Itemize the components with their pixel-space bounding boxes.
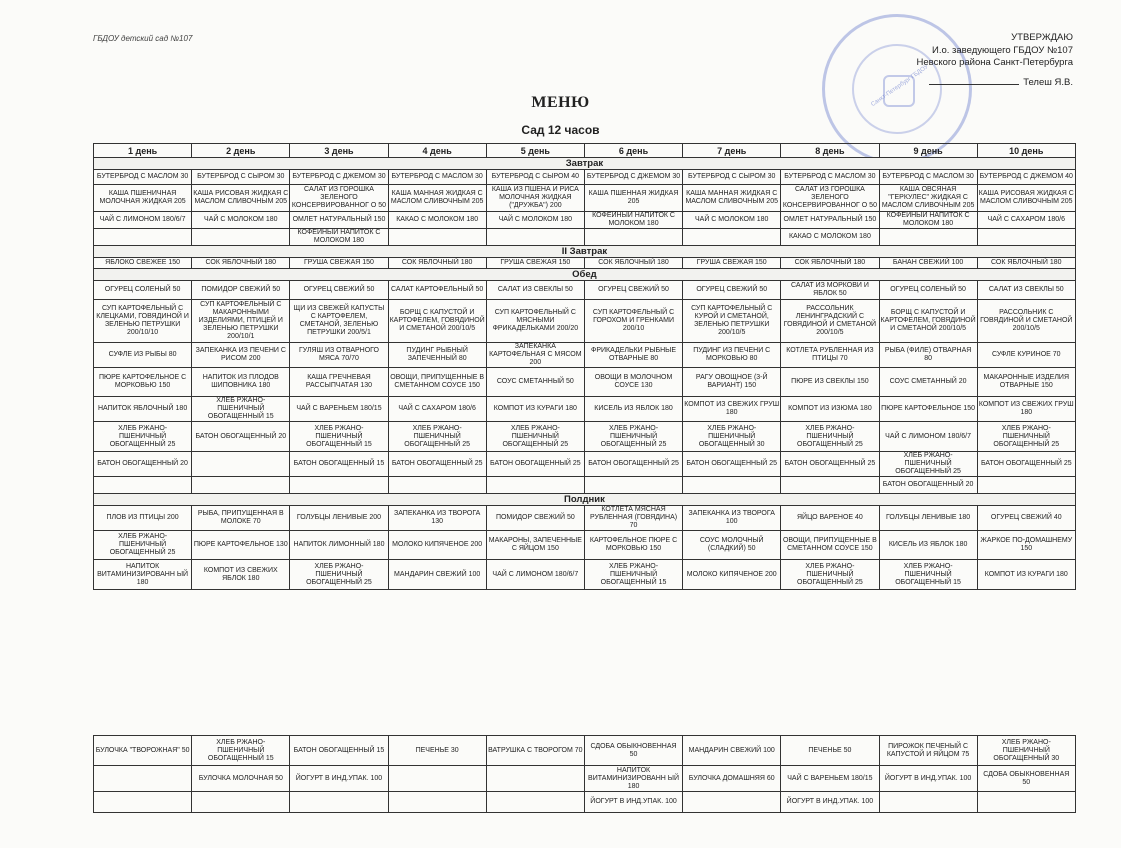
menu-item: СОК ЯБЛОЧНЫЙ 180 bbox=[584, 258, 682, 269]
extra-item: ХЛЕБ РЖАНО-ПШЕНИЧНЫЙ ОБОГАЩЕННЫЙ 15 bbox=[192, 736, 290, 766]
menu-item: НАПИТОК ВИТАМИНИЗИРОВАНН ЫЙ 180 bbox=[94, 560, 192, 590]
menu-item: САЛАТ ИЗ МОРКОВИ И ЯБЛОК 50 bbox=[781, 281, 879, 300]
menu-row bbox=[94, 506, 1076, 531]
menu-item: ОГУРЕЦ СВЕЖИЙ 40 bbox=[977, 506, 1075, 531]
menu-row bbox=[94, 212, 1076, 229]
menu-item: ХЛЕБ РЖАНО-ПШЕНИЧНЫЙ ОБОГАЩЕННЫЙ 25 bbox=[290, 560, 388, 590]
menu-item: ПОМИДОР СВЕЖИЙ 50 bbox=[486, 506, 584, 531]
menu-item: ОГУРЕЦ СВЕЖИЙ 50 bbox=[683, 281, 781, 300]
menu-item bbox=[879, 229, 977, 246]
menu-item: КОМПОТ ИЗ КУРАГИ 180 bbox=[486, 397, 584, 422]
extra-item bbox=[683, 792, 781, 813]
menu-item: ХЛЕБ РЖАНО-ПШЕНИЧНЫЙ ОБОГАЩЕННЫЙ 15 bbox=[192, 397, 290, 422]
extra-item bbox=[486, 766, 584, 792]
extra-item: БУЛОЧКА ДОМАШНЯЯ 60 bbox=[683, 766, 781, 792]
menu-item bbox=[388, 229, 486, 246]
menu-item: ГРУША СВЕЖАЯ 150 bbox=[290, 258, 388, 269]
extra-item bbox=[290, 792, 388, 813]
extra-menu-table bbox=[93, 735, 1076, 813]
menu-item: БАТОН ОБОГАЩЕННЫЙ 25 bbox=[388, 452, 486, 477]
day-header-5: 5 день bbox=[486, 144, 584, 158]
menu-item: НАПИТОК ЯБЛОЧНЫЙ 180 bbox=[94, 397, 192, 422]
menu-item: ГОЛУБЦЫ ЛЕНИВЫЕ 180 bbox=[879, 506, 977, 531]
menu-item bbox=[486, 477, 584, 494]
menu-item: КАРТОФЕЛЬНОЕ ПЮРЕ С МОРКОВЬЮ 150 bbox=[584, 531, 682, 560]
menu-item: БАТОН ОБОГАЩЕННЫЙ 20 bbox=[192, 422, 290, 452]
day-header-row bbox=[94, 144, 1076, 158]
menu-item: ЗАПЕКАНКА ИЗ ПЕЧЕНИ С РИСОМ 200 bbox=[192, 343, 290, 368]
extra-row bbox=[94, 766, 1076, 792]
menu-item: БУТЕРБРОД С СЫРОМ 40 bbox=[486, 170, 584, 185]
approval-signer: Телеш Я.В. bbox=[1023, 76, 1073, 88]
approval-block bbox=[917, 32, 1073, 89]
menu-item: ЧАЙ С ЛИМОНОМ 180/6/7 bbox=[94, 212, 192, 229]
approval-district: Невского района Санкт-Петербурга bbox=[916, 57, 1073, 69]
section-title: Обед bbox=[94, 269, 1076, 281]
extra-item: ЙОГУРТ В ИНД.УПАК. 100 bbox=[290, 766, 388, 792]
extra-item: ЧАЙ С ВАРЕНЬЕМ 180/15 bbox=[781, 766, 879, 792]
menu-item: СОК ЯБЛОЧНЫЙ 180 bbox=[781, 258, 879, 269]
menu-item: БУТЕРБРОД С МАСЛОМ 30 bbox=[388, 170, 486, 185]
menu-item: МОЛОКО КИПЯЧЕНОЕ 200 bbox=[683, 560, 781, 590]
menu-item: ПЛОВ ИЗ ПТИЦЫ 200 bbox=[94, 506, 192, 531]
menu-item bbox=[192, 477, 290, 494]
menu-item bbox=[683, 477, 781, 494]
menu-item: ОМЛЕТ НАТУРАЛЬНЫЙ 150 bbox=[290, 212, 388, 229]
menu-item: ХЛЕБ РЖАНО-ПШЕНИЧНЫЙ ОБОГАЩЕННЫЙ 30 bbox=[683, 422, 781, 452]
menu-item: БУТЕРБРОД С ДЖЕМОМ 30 bbox=[290, 170, 388, 185]
organization-label: ГБДОУ детский сад №107 bbox=[93, 34, 193, 43]
menu-item bbox=[584, 229, 682, 246]
menu-item: БУТЕРБРОД С ДЖЕМОМ 40 bbox=[977, 170, 1075, 185]
day-header-3: 3 день bbox=[290, 144, 388, 158]
section-title: II Завтрак bbox=[94, 246, 1076, 258]
extra-item bbox=[977, 792, 1075, 813]
menu-item: БАТОН ОБОГАЩЕННЫЙ 25 bbox=[584, 452, 682, 477]
menu-item: НАПИТОК ИЗ ПЛОДОВ ШИПОВНИКА 180 bbox=[192, 368, 290, 397]
menu-item bbox=[192, 452, 290, 477]
section-row bbox=[94, 494, 1076, 506]
menu-row bbox=[94, 258, 1076, 269]
section-title: Завтрак bbox=[94, 158, 1076, 170]
menu-item: САЛАТ ИЗ СВЕКЛЫ 50 bbox=[977, 281, 1075, 300]
extra-item bbox=[388, 792, 486, 813]
approval-title: УТВЕРЖДАЮ bbox=[1011, 32, 1073, 43]
extra-item: ПЕЧЕНЬЕ 50 bbox=[781, 736, 879, 766]
menu-item: ХЛЕБ РЖАНО-ПШЕНИЧНЫЙ ОБОГАЩЕННЫЙ 25 bbox=[486, 422, 584, 452]
menu-item: ХЛЕБ РЖАНО-ПШЕНИЧНЫЙ ОБОГАЩЕННЫЙ 15 bbox=[584, 560, 682, 590]
menu-item: СОУС МОЛОЧНЫЙ (СЛАДКИЙ) 50 bbox=[683, 531, 781, 560]
menu-row bbox=[94, 170, 1076, 185]
menu-item: РЫБА (ФИЛЕ) ОТВАРНАЯ 80 bbox=[879, 343, 977, 368]
menu-item: КОТЛЕТА РУБЛЕННАЯ ИЗ ПТИЦЫ 70 bbox=[781, 343, 879, 368]
menu-item bbox=[977, 477, 1075, 494]
day-header-1: 1 день bbox=[94, 144, 192, 158]
menu-item: БУТЕРБРОД С СЫРОМ 30 bbox=[192, 170, 290, 185]
menu-item: ГРУША СВЕЖАЯ 150 bbox=[486, 258, 584, 269]
menu-item: КОТЛЕТА МЯСНАЯ РУБЛЕННАЯ (ГОВЯДИНА) 70 bbox=[584, 506, 682, 531]
menu-item: БУТЕРБРОД С МАСЛОМ 30 bbox=[781, 170, 879, 185]
menu-item: ОГУРЕЦ СОЛЕНЫЙ 50 bbox=[94, 281, 192, 300]
menu-item: КАКАО С МОЛОКОМ 180 bbox=[388, 212, 486, 229]
menu-row bbox=[94, 185, 1076, 212]
extra-item: ПЕЧЕНЬЕ 30 bbox=[388, 736, 486, 766]
menu-item: САЛАТ ИЗ СВЕКЛЫ 50 bbox=[486, 281, 584, 300]
menu-item: БАТОН ОБОГАЩЕННЫЙ 20 bbox=[879, 477, 977, 494]
menu-item: СУП КАРТОФЕЛЬНЫЙ С МАКАРОННЫМИ ИЗДЕЛИЯМИ, ПТИЦЕЙ И ЗЕЛЕНЬЮ ПЕТРУШКИ 200/10/1 bbox=[192, 300, 290, 343]
approval-position: И.о. заведующего ГБДОУ №107 bbox=[932, 44, 1073, 56]
menu-item bbox=[781, 477, 879, 494]
menu-row bbox=[94, 343, 1076, 368]
menu-item: СОК ЯБЛОЧНЫЙ 180 bbox=[977, 258, 1075, 269]
signature-line bbox=[929, 76, 1019, 85]
menu-item: ПУДИНГ РЫБНЫЙ ЗАПЕЧЕННЫЙ 80 bbox=[388, 343, 486, 368]
menu-item: КАША РИСОВАЯ ЖИДКАЯ С МАСЛОМ СЛИВОЧНЫМ 205 bbox=[977, 185, 1075, 212]
extra-item: ПИРОЖОК ПЕЧЕНЫЙ С КАПУСТОЙ И ЯЙЦОМ 75 bbox=[879, 736, 977, 766]
section-row bbox=[94, 158, 1076, 170]
menu-row bbox=[94, 452, 1076, 477]
stamp-text: Санкт-Петербург ГБДОУ bbox=[870, 63, 930, 109]
page-subtitle: Сад 12 часов bbox=[521, 123, 600, 137]
menu-item: ЧАЙ С ЛИМОНОМ 180/6/7 bbox=[879, 422, 977, 452]
menu-item: СОК ЯБЛОЧНЫЙ 180 bbox=[192, 258, 290, 269]
day-header-8: 8 день bbox=[781, 144, 879, 158]
menu-item: КАКАО С МОЛОКОМ 180 bbox=[781, 229, 879, 246]
menu-item: ОВОЩИ, ПРИПУЩЕННЫЕ В СМЕТАННОМ СОУСЕ 150 bbox=[388, 368, 486, 397]
menu-row bbox=[94, 477, 1076, 494]
extra-item bbox=[94, 792, 192, 813]
menu-item: КОФЕЙНЫЙ НАПИТОК С МОЛОКОМ 180 bbox=[879, 212, 977, 229]
section-row bbox=[94, 246, 1076, 258]
menu-item bbox=[388, 477, 486, 494]
menu-item: БАТОН ОБОГАЩЕННЫЙ 25 bbox=[977, 452, 1075, 477]
menu-item: БУТЕРБРОД С МАСЛОМ 30 bbox=[879, 170, 977, 185]
menu-item: САЛАТ КАРТОФЕЛЬНЫЙ 50 bbox=[388, 281, 486, 300]
menu-row bbox=[94, 531, 1076, 560]
extra-item: ЙОГУРТ В ИНД.УПАК. 100 bbox=[584, 792, 682, 813]
menu-item: ОГУРЕЦ СВЕЖИЙ 50 bbox=[290, 281, 388, 300]
menu-item: ОГУРЕЦ СВЕЖИЙ 50 bbox=[584, 281, 682, 300]
menu-item bbox=[94, 477, 192, 494]
menu-item: ЗАПЕКАНКА ИЗ ТВОРОГА 130 bbox=[388, 506, 486, 531]
menu-item: ПЮРЕ КАРТОФЕЛЬНОЕ 150 bbox=[879, 397, 977, 422]
menu-item: ПЮРЕ ИЗ СВЕКЛЫ 150 bbox=[781, 368, 879, 397]
menu-item: СУП КАРТОФЕЛЬНЫЙ С МЯСНЫМИ ФРИКАДЕЛЬКАМИ 200/20 bbox=[486, 300, 584, 343]
extra-row bbox=[94, 736, 1076, 766]
menu-item bbox=[977, 229, 1075, 246]
menu-item: КАША РИСОВАЯ ЖИДКАЯ С МАСЛОМ СЛИВОЧНЫМ 205 bbox=[192, 185, 290, 212]
menu-item: КАША МАННАЯ ЖИДКАЯ С МАСЛОМ СЛИВОЧНЫМ 205 bbox=[683, 185, 781, 212]
menu-item: САЛАТ ИЗ ГОРОШКА ЗЕЛЕНОГО КОНСЕРВИРОВАННОГ О 50 bbox=[290, 185, 388, 212]
day-header-10: 10 день bbox=[977, 144, 1075, 158]
extra-item: ЙОГУРТ В ИНД.УПАК. 100 bbox=[879, 766, 977, 792]
menu-item: ХЛЕБ РЖАНО-ПШЕНИЧНЫЙ ОБОГАЩЕННЫЙ 25 bbox=[584, 422, 682, 452]
day-header-9: 9 день bbox=[879, 144, 977, 158]
menu-item: КАША ГРЕЧНЕВАЯ РАССЫПЧАТАЯ 130 bbox=[290, 368, 388, 397]
menu-item: СУФЛЕ КУРИНОЕ 70 bbox=[977, 343, 1075, 368]
menu-item: ЗАПЕКАНКА ИЗ ТВОРОГА 100 bbox=[683, 506, 781, 531]
menu-row bbox=[94, 560, 1076, 590]
menu-item: СУП КАРТОФЕЛЬНЫЙ С ГОРОХОМ И ГРЕНКАМИ 200/10 bbox=[584, 300, 682, 343]
menu-item: КОМПОТ ИЗ СВЕЖИХ ЯБЛОК 180 bbox=[192, 560, 290, 590]
extra-item bbox=[192, 792, 290, 813]
menu-item: ЯБЛОКО СВЕЖЕЕ 150 bbox=[94, 258, 192, 269]
menu-item: МАКАРОНЫ, ЗАПЕЧЕННЫЕ С ЯЙЦОМ 150 bbox=[486, 531, 584, 560]
menu-item: КАША ПШЕННАЯ ЖИДКАЯ 205 bbox=[584, 185, 682, 212]
day-header-4: 4 день bbox=[388, 144, 486, 158]
menu-item: ЧАЙ С ВАРЕНЬЕМ 180/15 bbox=[290, 397, 388, 422]
extra-item bbox=[388, 766, 486, 792]
day-header-7: 7 день bbox=[683, 144, 781, 158]
menu-item: КОМПОТ ИЗ СВЕЖИХ ГРУШ 180 bbox=[683, 397, 781, 422]
menu-item bbox=[290, 477, 388, 494]
menu-item: КАША ОВСЯНАЯ "ГЕРКУЛЕС" ЖИДКАЯ С МАСЛОМ СЛИВОЧНЫМ 205 bbox=[879, 185, 977, 212]
extra-item bbox=[486, 792, 584, 813]
menu-item: СУП КАРТОФЕЛЬНЫЙ С КУРОЙ И СМЕТАНОЙ, ЗЕЛЕНЬЮ ПЕТРУШКИ 200/10/5 bbox=[683, 300, 781, 343]
menu-item bbox=[584, 477, 682, 494]
menu-item: БАТОН ОБОГАЩЕННЫЙ 25 bbox=[486, 452, 584, 477]
menu-item: ЧАЙ С МОЛОКОМ 180 bbox=[486, 212, 584, 229]
menu-item bbox=[192, 229, 290, 246]
extra-item: ВАТРУШКА С ТВОРОГОМ 70 bbox=[486, 736, 584, 766]
extra-item bbox=[879, 792, 977, 813]
menu-item: КАША МАННАЯ ЖИДКАЯ С МАСЛОМ СЛИВОЧНЫМ 205 bbox=[388, 185, 486, 212]
menu-row bbox=[94, 368, 1076, 397]
menu-item: ХЛЕБ РЖАНО-ПШЕНИЧНЫЙ ОБОГАЩЕННЫЙ 25 bbox=[781, 560, 879, 590]
menu-item: ОМЛЕТ НАТУРАЛЬНЫЙ 150 bbox=[781, 212, 879, 229]
menu-item: КОФЕЙНЫЙ НАПИТОК С МОЛОКОМ 180 bbox=[290, 229, 388, 246]
menu-item: ЧАЙ С САХАРОМ 180/6 bbox=[977, 212, 1075, 229]
menu-item: КАША ИЗ ПШЕНА И РИСА МОЛОЧНАЯ ЖИДКАЯ ("ДРУЖБА") 200 bbox=[486, 185, 584, 212]
extra-item: БУЛОЧКА "ТВОРОЖНАЯ" 50 bbox=[94, 736, 192, 766]
menu-item: БУТЕРБРОД С ДЖЕМОМ 30 bbox=[584, 170, 682, 185]
menu-item: ГУЛЯШ ИЗ ОТВАРНОГО МЯСА 70/70 bbox=[290, 343, 388, 368]
extra-item: ЙОГУРТ В ИНД.УПАК. 100 bbox=[781, 792, 879, 813]
menu-item: ОВОЩИ, ПРИПУЩЕННЫЕ В СМЕТАННОМ СОУСЕ 150 bbox=[781, 531, 879, 560]
menu-item: ОВОЩИ В МОЛОЧНОМ СОУСЕ 130 bbox=[584, 368, 682, 397]
menu-item: ПУДИНГ ИЗ ПЕЧЕНИ С МОРКОВЬЮ 80 bbox=[683, 343, 781, 368]
menu-row bbox=[94, 397, 1076, 422]
menu-item: КОМПОТ ИЗ СВЕЖИХ ГРУШ 180 bbox=[977, 397, 1075, 422]
menu-item: ЖАРКОЕ ПО-ДОМАШНЕМУ 150 bbox=[977, 531, 1075, 560]
menu-item: БОРЩ С КАПУСТОЙ И КАРТОФЕЛЕМ, ГОВЯДИНОЙ И СМЕТАНОЙ 200/10/5 bbox=[879, 300, 977, 343]
extra-item: НАПИТОК ВИТАМИНИЗИРОВАНН ЫЙ 180 bbox=[584, 766, 682, 792]
extra-item: БУЛОЧКА МОЛОЧНАЯ 50 bbox=[192, 766, 290, 792]
menu-item: ХЛЕБ РЖАНО-ПШЕНИЧНЫЙ ОБОГАЩЕННЫЙ 25 bbox=[879, 452, 977, 477]
menu-item: МАНДАРИН СВЕЖИЙ 100 bbox=[388, 560, 486, 590]
menu-item: РЫБА, ПРИПУЩЕННАЯ В МОЛОКЕ 70 bbox=[192, 506, 290, 531]
menu-item: ПЮРЕ КАРТОФЕЛЬНОЕ С МОРКОВЬЮ 150 bbox=[94, 368, 192, 397]
menu-item: ХЛЕБ РЖАНО-ПШЕНИЧНЫЙ ОБОГАЩЕННЫЙ 25 bbox=[388, 422, 486, 452]
menu-item: НАПИТОК ЛИМОННЫЙ 180 bbox=[290, 531, 388, 560]
menu-item: ЧАЙ С МОЛОКОМ 180 bbox=[683, 212, 781, 229]
menu-item: БАТОН ОБОГАЩЕННЫЙ 25 bbox=[781, 452, 879, 477]
menu-item: БАТОН ОБОГАЩЕННЫЙ 25 bbox=[683, 452, 781, 477]
menu-item: СОУС СМЕТАННЫЙ 20 bbox=[879, 368, 977, 397]
menu-item: ПОМИДОР СВЕЖИЙ 50 bbox=[192, 281, 290, 300]
menu-item: КОМПОТ ИЗ ИЗЮМА 180 bbox=[781, 397, 879, 422]
extra-item: БАТОН ОБОГАЩЕННЫЙ 15 bbox=[290, 736, 388, 766]
menu-item: ГРУША СВЕЖАЯ 150 bbox=[683, 258, 781, 269]
extra-item: МАНДАРИН СВЕЖИЙ 100 bbox=[683, 736, 781, 766]
menu-item: ФРИКАДЕЛЬКИ РЫБНЫЕ ОТВАРНЫЕ 80 bbox=[584, 343, 682, 368]
menu-item: ЗАПЕКАНКА КАРТОФЕЛЬНАЯ С МЯСОМ 200 bbox=[486, 343, 584, 368]
menu-item: БУТЕРБРОД С МАСЛОМ 30 bbox=[94, 170, 192, 185]
menu-item: БАТОН ОБОГАЩЕННЫЙ 20 bbox=[94, 452, 192, 477]
extra-item bbox=[94, 766, 192, 792]
menu-row bbox=[94, 422, 1076, 452]
menu-item: БОРЩ С КАПУСТОЙ И КАРТОФЕЛЕМ, ГОВЯДИНОЙ И СМЕТАНОЙ 200/10/5 bbox=[388, 300, 486, 343]
day-header-6: 6 день bbox=[584, 144, 682, 158]
menu-item: ХЛЕБ РЖАНО-ПШЕНИЧНЫЙ ОБОГАЩЕННЫЙ 15 bbox=[290, 422, 388, 452]
menu-item: КИСЕЛЬ ИЗ ЯБЛОК 180 bbox=[584, 397, 682, 422]
menu-item: ЧАЙ С ЛИМОНОМ 180/6/7 bbox=[486, 560, 584, 590]
menu-item: СОК ЯБЛОЧНЫЙ 180 bbox=[388, 258, 486, 269]
menu-item bbox=[683, 229, 781, 246]
menu-item: КОМПОТ ИЗ КУРАГИ 180 bbox=[977, 560, 1075, 590]
menu-item: БАТОН ОБОГАЩЕННЫЙ 15 bbox=[290, 452, 388, 477]
extra-item: СДОБА ОБЫКНОВЕННАЯ 50 bbox=[584, 736, 682, 766]
page-title: МЕНЮ bbox=[531, 94, 590, 111]
extra-item: ХЛЕБ РЖАНО-ПШЕНИЧНЫЙ ОБОГАЩЕННЫЙ 30 bbox=[977, 736, 1075, 766]
menu-item: МОЛОКО КИПЯЧЕНОЕ 200 bbox=[388, 531, 486, 560]
menu-item: САЛАТ ИЗ ГОРОШКА ЗЕЛЕНОГО КОНСЕРВИРОВАННОГ О 50 bbox=[781, 185, 879, 212]
menu-item: ХЛЕБ РЖАНО-ПШЕНИЧНЫЙ ОБОГАЩЕННЫЙ 25 bbox=[94, 531, 192, 560]
menu-item: ХЛЕБ РЖАНО-ПШЕНИЧНЫЙ ОБОГАЩЕННЫЙ 15 bbox=[879, 560, 977, 590]
menu-table bbox=[93, 143, 1076, 590]
menu-item: ЧАЙ С МОЛОКОМ 180 bbox=[192, 212, 290, 229]
section-row bbox=[94, 269, 1076, 281]
menu-item: МАКАРОННЫЕ ИЗДЕЛИЯ ОТВАРНЫЕ 150 bbox=[977, 368, 1075, 397]
menu-row bbox=[94, 281, 1076, 300]
menu-item: ЧАЙ С САХАРОМ 180/6 bbox=[388, 397, 486, 422]
menu-item bbox=[486, 229, 584, 246]
day-header-2: 2 день bbox=[192, 144, 290, 158]
menu-item: РАГУ ОВОЩНОЕ (3-Й ВАРИАНТ) 150 bbox=[683, 368, 781, 397]
menu-item: РАССОЛЬНИК ЛЕНИНГРАДСКИЙ С ГОВЯДИНОЙ И СМЕТАНОЙ 200/10/5 bbox=[781, 300, 879, 343]
extra-row bbox=[94, 792, 1076, 813]
menu-item: ПЮРЕ КАРТОФЕЛЬНОЕ 130 bbox=[192, 531, 290, 560]
menu-item: РАССОЛЬНИК С ГОВЯДИНОЙ И СМЕТАНОЙ 200/10/5 bbox=[977, 300, 1075, 343]
extra-item: СДОБА ОБЫКНОВЕННАЯ 50 bbox=[977, 766, 1075, 792]
menu-item: ЩИ ИЗ СВЕЖЕЙ КАПУСТЫ С КАРТОФЕЛЕМ, СМЕТАНОЙ, ЗЕЛЕНЬЮ ПЕТРУШКИ 200/5/1 bbox=[290, 300, 388, 343]
menu-item: ОГУРЕЦ СОЛЕНЫЙ 50 bbox=[879, 281, 977, 300]
approval-signature bbox=[917, 76, 1073, 90]
menu-item: КАША ПШЕНИЧНАЯ МОЛОЧНАЯ ЖИДКАЯ 205 bbox=[94, 185, 192, 212]
menu-item: БАНАН СВЕЖИЙ 100 bbox=[879, 258, 977, 269]
menu-item: БУТЕРБРОД С СЫРОМ 30 bbox=[683, 170, 781, 185]
menu-row bbox=[94, 300, 1076, 343]
menu-row bbox=[94, 229, 1076, 246]
section-title: Полдник bbox=[94, 494, 1076, 506]
menu-item: КИСЕЛЬ ИЗ ЯБЛОК 180 bbox=[879, 531, 977, 560]
menu-item: ГОЛУБЦЫ ЛЕНИВЫЕ 200 bbox=[290, 506, 388, 531]
menu-item: СУФЛЕ ИЗ РЫБЫ 80 bbox=[94, 343, 192, 368]
menu-item: ЯЙЦО ВАРЕНОЕ 40 bbox=[781, 506, 879, 531]
menu-item: ХЛЕБ РЖАНО-ПШЕНИЧНЫЙ ОБОГАЩЕННЫЙ 25 bbox=[94, 422, 192, 452]
menu-item bbox=[94, 229, 192, 246]
menu-item: СОУС СМЕТАННЫЙ 50 bbox=[486, 368, 584, 397]
menu-item: ХЛЕБ РЖАНО-ПШЕНИЧНЫЙ ОБОГАЩЕННЫЙ 25 bbox=[977, 422, 1075, 452]
menu-item: СУП КАРТОФЕЛЬНЫЙ С КЛЕЦКАМИ, ГОВЯДИНОЙ И ЗЕЛЕНЬЮ ПЕТРУШКИ 200/10/10 bbox=[94, 300, 192, 343]
menu-item: КОФЕЙНЫЙ НАПИТОК С МОЛОКОМ 180 bbox=[584, 212, 682, 229]
menu-item: ХЛЕБ РЖАНО-ПШЕНИЧНЫЙ ОБОГАЩЕННЫЙ 25 bbox=[781, 422, 879, 452]
